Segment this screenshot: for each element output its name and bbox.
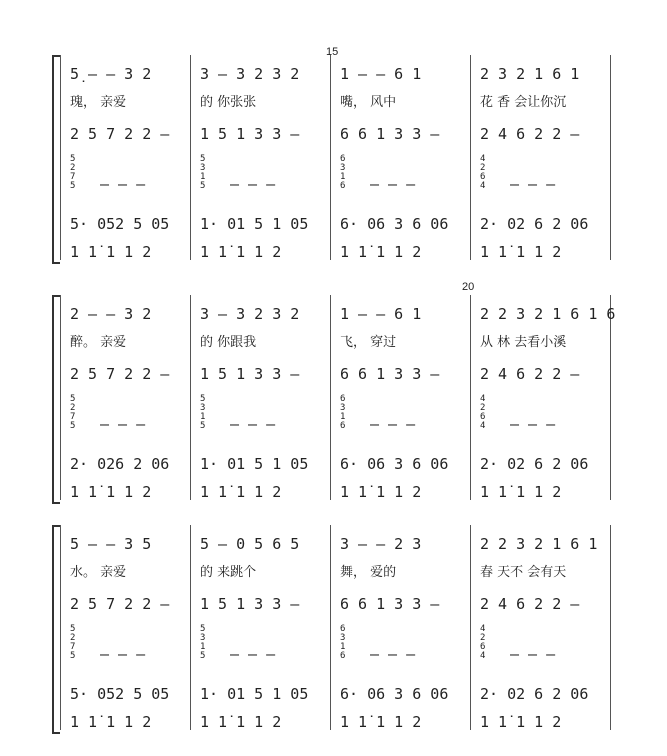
chord-note: 1: [200, 642, 206, 652]
barline: [190, 525, 191, 730]
chord-note: 5: [200, 181, 206, 191]
system-brace: [52, 525, 60, 734]
notation-bass: 2· 026 2 06: [70, 455, 170, 473]
notation-bass: 2· 02 6 2 06: [480, 685, 589, 703]
lyrics: 的 你跟我: [200, 335, 257, 350]
notation-mel: 3 — 3 2 3 2: [200, 305, 300, 323]
chord-note: 6: [340, 154, 346, 164]
chord-note: 5: [70, 651, 76, 661]
chord-stack: [70, 625, 75, 661]
notation-bass: 5· 052 5 05: [70, 685, 170, 703]
notation-low: 1 1̇ 1 1 2: [70, 713, 152, 731]
notation-har: 6 6 1 3 3 —: [340, 125, 440, 143]
chord-note: 3: [200, 633, 206, 643]
notation-low: 1 1̇ 1 1 2: [480, 483, 562, 501]
chord-note: 3: [340, 633, 346, 643]
notation-har: 2 5 7 2 2 —: [70, 595, 170, 613]
barline: [60, 525, 61, 730]
lyrics: 的 你张张: [200, 95, 257, 110]
chord-note: 2: [480, 403, 486, 413]
barline: [610, 525, 611, 730]
notation-low: 1 1̇ 1 1 2: [200, 243, 282, 261]
notation-low: 1 1̇ 1 1 2: [340, 713, 422, 731]
measure: [480, 295, 616, 501]
barline: [470, 525, 471, 730]
chord-note: 2: [480, 163, 486, 173]
notation-bass: 1· 01 5 1 05: [200, 685, 309, 703]
dash-rest: — — —: [510, 175, 556, 193]
chord-stack: [480, 395, 485, 431]
chord-stack: [200, 395, 205, 431]
notation-mel: 3 — — 2 3: [340, 535, 422, 553]
notation-low: 1 1̇ 1 1 2: [480, 243, 562, 261]
chord-note: 4: [480, 651, 486, 661]
notation-har: 2 5 7 2 2 —: [70, 125, 170, 143]
notation-har: 1 5 1 3 3 —: [200, 595, 300, 613]
bar-number: 20: [462, 281, 475, 293]
dash-rest: — — —: [230, 175, 276, 193]
chord-note: 5: [70, 624, 76, 634]
lyrics: 瑰， 亲爱: [70, 95, 127, 110]
notation-low: 1 1̇ 1 1 2: [70, 483, 152, 501]
lyrics: 的 来跳个: [200, 565, 257, 580]
lyrics: 从 林 去看小溪: [480, 335, 567, 350]
barline: [330, 55, 331, 260]
measure: [70, 295, 186, 500]
notation-har: 1 5 1 3 3 —: [200, 125, 300, 143]
lyrics: 春 天不 会有天: [480, 565, 567, 580]
chord-note: 2: [70, 633, 76, 643]
notation-low: 1 1̇ 1 1 2: [70, 243, 152, 261]
lyrics: 飞， 穿过: [340, 335, 397, 350]
notation-low: 1 1̇ 1 1 2: [340, 483, 422, 501]
measure: [200, 55, 326, 260]
notation-mel: 1 — — 6 1: [340, 305, 422, 323]
chord-note: 5: [200, 154, 206, 164]
barline: [190, 55, 191, 260]
dash-rest: — — —: [100, 645, 146, 663]
measure: [340, 525, 466, 730]
notation-har: 2 5 7 2 2 —: [70, 365, 170, 383]
chord-note: 4: [480, 394, 486, 404]
chord-note: 4: [480, 181, 486, 191]
lyrics: 水。 亲爱: [70, 565, 127, 580]
notation-low: 1 1̇ 1 1 2: [480, 713, 562, 731]
chord-stack: [480, 625, 485, 661]
measure: [480, 525, 606, 730]
notation-har: 2 4 6 2 2 —: [480, 595, 580, 613]
chord-note: 2: [70, 403, 76, 413]
notation-mel: 2 — — 3 2: [70, 305, 152, 323]
system-2: [0, 295, 667, 505]
system-3: [0, 525, 667, 735]
lyrics: 舞， 爱的: [340, 565, 397, 580]
barline: [190, 295, 191, 500]
notation-bass: 1· 01 5 1 05: [200, 215, 309, 233]
barline: [60, 55, 61, 260]
dash-rest: — — —: [100, 415, 146, 433]
dash-rest: — — —: [510, 415, 556, 433]
chord-note: 5: [70, 394, 76, 404]
notation-har: 6 6 1 3 3 —: [340, 365, 440, 383]
barline: [470, 55, 471, 260]
chord-note: 6: [340, 181, 346, 191]
chord-note: 5: [70, 421, 76, 431]
chord-note: 1: [340, 172, 346, 182]
notation-mel: 2 3 2 1 6 1: [480, 65, 580, 83]
notation-mel: 3 — 3 2 3 2: [200, 65, 300, 83]
chord-note: 2: [480, 633, 486, 643]
barline: [60, 295, 61, 500]
chord-note: 1: [200, 412, 206, 422]
chord-note: 5: [70, 181, 76, 191]
barline: [330, 525, 331, 730]
chord-note: 1: [340, 642, 346, 652]
chord-note: 1: [200, 172, 206, 182]
chord-note: 4: [480, 421, 486, 431]
notation-har: 6 6 1 3 3 —: [340, 595, 440, 613]
notation-bass: 6· 06 3 6 06: [340, 685, 449, 703]
dash-rest: — — —: [370, 175, 416, 193]
chord-stack: [70, 395, 75, 431]
chord-note: 3: [340, 403, 346, 413]
notation-low: 1 1̇ 1 1 2: [200, 483, 282, 501]
chord-note: 6: [480, 412, 486, 422]
notation-low: 1 1̇ 1 1 2: [200, 713, 282, 731]
notation-mel: 5 — 0 5 6 5: [200, 535, 300, 553]
dash-rest: — — —: [370, 645, 416, 663]
chord-note: 6: [480, 642, 486, 652]
notation-mel: 1 — — 6 1: [340, 65, 422, 83]
measure: [200, 295, 326, 500]
chord-stack: [340, 625, 345, 661]
chord-note: 3: [200, 403, 206, 413]
notation-bass: 5· 052 5 05: [70, 215, 170, 233]
chord-stack: [340, 155, 345, 191]
dash-rest: — — —: [510, 645, 556, 663]
system-brace: [52, 295, 60, 504]
chord-note: 5: [200, 624, 206, 634]
chord-note: 6: [340, 624, 346, 634]
chord-note: 5: [200, 651, 206, 661]
barline: [610, 55, 611, 260]
chord-note: 6: [480, 172, 486, 182]
lyrics: 醉。 亲爱: [70, 335, 127, 350]
chord-note: 4: [480, 624, 486, 634]
chord-note: 6: [340, 394, 346, 404]
system-1: [0, 55, 667, 265]
chord-note: 7: [70, 642, 76, 652]
notation-har: 1 5 1 3 3 —: [200, 365, 300, 383]
chord-stack: [70, 155, 75, 191]
chord-note: 6: [340, 421, 346, 431]
chord-note: 3: [200, 163, 206, 173]
chord-note: 3: [340, 163, 346, 173]
measure: [200, 525, 326, 730]
chord-stack: [480, 155, 485, 191]
notation-har: 2 4 6 2 2 —: [480, 125, 580, 143]
chord-stack: [200, 625, 205, 661]
dash-rest: — — —: [230, 645, 276, 663]
notation-bass: 6· 06 3 6 06: [340, 455, 449, 473]
dash-rest: — — —: [100, 175, 146, 193]
measure: [480, 55, 606, 260]
lyrics: 嘴， 风中: [340, 95, 397, 110]
notation-mel: 5 — — 3 5: [70, 535, 152, 553]
notation-har: 2 4 6 2 2 —: [480, 365, 580, 383]
chord-note: 5: [200, 421, 206, 431]
lyrics: 花 香 会让你沉: [480, 95, 567, 110]
measure: [70, 525, 186, 730]
notation-mel: 2 2 3 2 1 6 1: [480, 535, 598, 553]
measure: [340, 55, 466, 260]
notation-mel: 2 2 3 2 1 6 1 6: [480, 305, 616, 323]
notation-bass: 1· 01 5 1 05: [200, 455, 309, 473]
chord-stack: [340, 395, 345, 431]
notation-bass: 2· 02 6 2 06: [480, 215, 589, 233]
chord-note: 2: [70, 163, 76, 173]
barline: [610, 295, 611, 500]
notation-mel: 5̣ — — 3 2: [70, 65, 152, 83]
measure: [340, 295, 466, 500]
notation-low: 1 1̇ 1 1 2: [340, 243, 422, 261]
dash-rest: — — —: [230, 415, 276, 433]
chord-stack: [200, 155, 205, 191]
chord-note: 5: [70, 154, 76, 164]
chord-note: 7: [70, 412, 76, 422]
dash-rest: — — —: [370, 415, 416, 433]
barline: [470, 295, 471, 500]
notation-bass: 2· 02 6 2 06: [480, 455, 589, 473]
chord-note: 6: [340, 651, 346, 661]
bar-number: 15: [326, 46, 339, 58]
chord-note: 7: [70, 172, 76, 182]
measure: [70, 55, 186, 260]
barline: [330, 295, 331, 500]
chord-note: 4: [480, 154, 486, 164]
notation-bass: 6· 06 3 6 06: [340, 215, 449, 233]
system-brace: [52, 55, 60, 264]
chord-note: 1: [340, 412, 346, 422]
chord-note: 5: [200, 394, 206, 404]
